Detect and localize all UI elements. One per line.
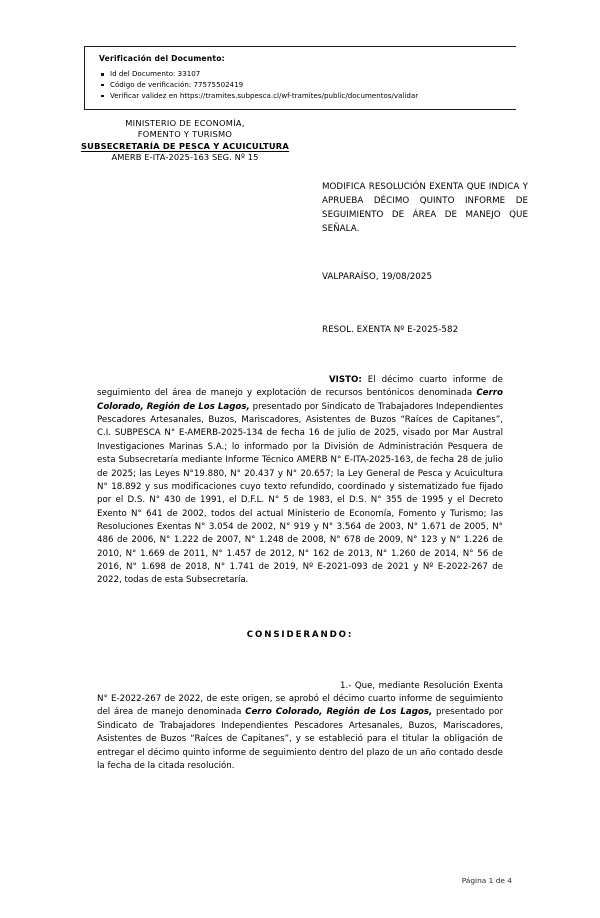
considerando-item-1 [97,680,503,774]
amerb-code-line: AMERB E-ITA-2025-163 SEG. Nº 15 [111,151,259,162]
spacer-visto-considerando [97,588,503,630]
verification-list [99,69,508,101]
ministry-line-1: MINISTERIO DE ECONOMÍA, [125,118,245,128]
verification-item-url: Verificar validez en https://tramites.subpesca.cl/wf-tramites/public/documentos/validar [99,91,508,102]
visto-paragraph [97,374,503,588]
document-body [97,374,503,773]
visto-area-name: Cerro Colorado, Región de Los Lagos, [97,388,503,412]
verification-box [84,46,516,110]
subsecretaria-line: SUBSECRETARÍA DE PESCA Y ACUICULTURA [81,140,289,151]
visto-label: VISTO: [329,375,362,385]
visto-text-2: presentado por Sindicato de Trabajadores Independientes Pescadores Artesanales, Buzos, Mariscadores, Asistentes de Buzos “Raíces de Capitanes”, C.I. SUBPESCA N° E-AMERB-2025-134 de fecha 16 de julio de 2025, visado por Mar Austral Investigaciones Marinas S.A.; lo informado por la División de Administración Pesquera de esta Subsecretaría mediante Informe Técnico AMERB N° E-ITA-2025-163, de fecha 28 de julio de 2025; las Leyes N°19.880, N° 20.437 y N° 20.657; la Ley General de Pesca y Acuicultura N° 18.892 y sus modificaciones cuyo texto refundido, coordinado y sistematizado fue fijado por el D.S. N° 430 de 1991, el D.F.L. N° 5 de 1983, el D.S. N° 355 de 1995 y el Decreto Exento N° 641 de 2002, todos del actual Ministerio de Economía, Fomento y Turismo; las Resoluciones Exentas N° 3.054 de 2002, N° 919 y N° 3.564 de 2003, N° 1.671 de 2005, N° 486 de 2006, N° 1.222 de 2007, N° 1.248 de 2008, N° 678 de 2009, N° 123 y N° 1.226 de 2010, N° 1.669 de 2011, N° 1.457 de 2012, N° 162 de 2013, N° 1.260 de 2014, N° 56 de 2016, N° 1.698 de 2018, N° 1.741 de 2019, Nº E-2021-093 de 2021 y Nº E-2022-267 de 2022, todas de esta Subsecretaría. [97,401,503,586]
considerando-1-text-2: presentado por Sindicato de Trabajadores Independientes Pescadores Artesanales, Buzos, Mariscadores, Asistentes de Buzos “Raíces de Capitanes”, y se estableció para el titular la obligación de entregar el décimo quinto informe de seguimiento dentro del plazo de un año contado desde la fecha de la citada resolución. [97,707,504,771]
considerando-1-area-name: Cerro Colorado, Región de Los Lagos, [245,707,433,718]
resolution-number: RESOL. EXENTA Nº E-2025-582 [322,325,459,335]
considerando-1-text-1: 1.- Que, mediante Resolución Exenta N° E-2022-267 de 2022, de este origen, se aprobó el décimo cuarto informe de seguimiento del área de manejo denominada [97,680,503,718]
verification-item-id: Id del Documento: 33107 [99,69,508,80]
place-and-date: VALPARAÍSO, 19/08/2025 [322,272,433,282]
considerando-heading: CONSIDERANDO: [246,629,354,640]
verification-item-code: Código de verificación: 77575502419 [99,80,508,91]
ministry-line-2: FOMENTO Y TURISMO [137,129,233,140]
spacer-considerando-body [97,640,503,680]
subject-title-block: MODIFICA RESOLUCIÓN EXENTA QUE INDICA Y APRUEBA DÉCIMO QUINTO INFORME DE SEGUIMIENTO DE ÁREA DE MANEJO QUE SEÑALA. [322,182,528,235]
page-footer: Página 1 de 4 [461,876,512,885]
verification-title: Verificación del Documento: [99,54,225,63]
visto-text-1: El décimo cuarto informe de seguimiento del área de manejo y explotación de recursos bentónicos denominada [97,375,503,399]
letterhead [60,118,310,163]
